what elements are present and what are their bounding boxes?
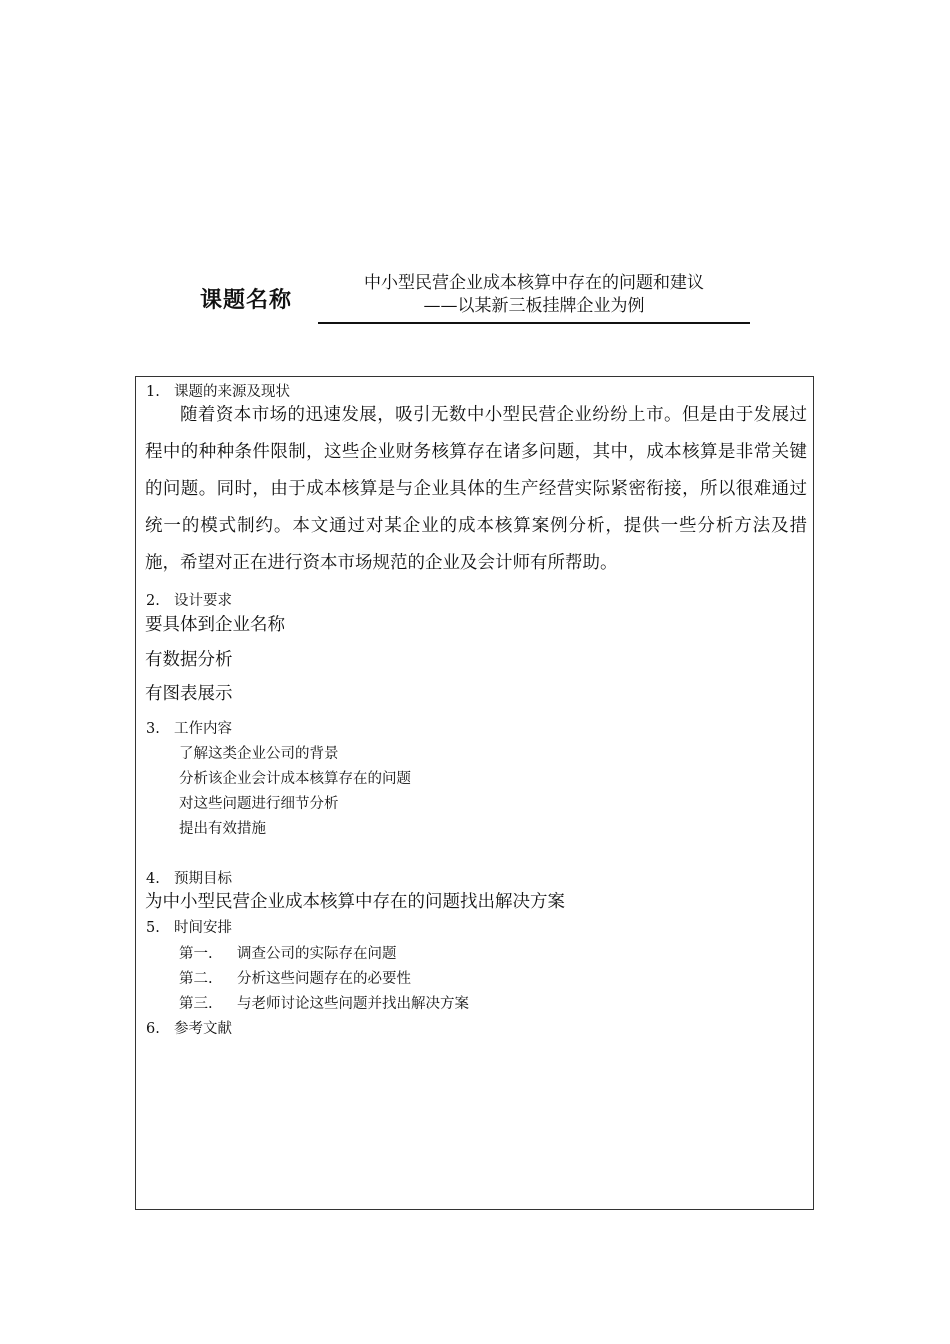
section-4-number: 4.: [146, 871, 160, 887]
section-1-paragraph: 随着资本市场的迅速发展，吸引无数中小型民营企业纷纷上市。但是由于发展过程中的种种条件限制，这些企业财务核算存在诸多问题，其中，成本核算是非常关键的问题。同时，由于成本核算是与企业具体的生产经营实际紧密衔接，所以很难通过统一的模式制约。本文通过对某企业的成本核算案例分析，提供一些分析方法及措施，希望对正在进行资本市场规范的企业及会计师有所帮助。: [145, 405, 807, 573]
schedule-item-label: 第一.: [179, 946, 213, 962]
section-5-number: 5.: [146, 920, 160, 936]
expected-goal-text: 为中小型民营企业成本核算中存在的问题找出解决方案: [145, 892, 565, 912]
schedule-item: [179, 992, 469, 1013]
schedule-item-label: 第二.: [179, 971, 213, 987]
title-underline: [318, 322, 750, 324]
schedule-item-text: 分析这些问题存在的必要性: [237, 971, 411, 987]
section-2-heading: [146, 589, 232, 610]
work-item: 提出有效措施: [179, 821, 266, 837]
section-2-title: 设计要求: [174, 593, 232, 609]
schedule-item: [179, 942, 397, 963]
work-item: 了解这类企业公司的背景: [179, 746, 339, 762]
section-5-title: 时间安排: [174, 920, 232, 936]
section-5-heading: [146, 916, 232, 937]
topic-title-line1: 中小型民营企业成本核算中存在的问题和建议: [364, 273, 704, 293]
schedule-item-text: 调查公司的实际存在问题: [237, 946, 397, 962]
schedule-item-text: 与老师讨论这些问题并找出解决方案: [237, 996, 469, 1012]
section-2-number: 2.: [146, 593, 160, 609]
schedule-item: [179, 967, 411, 988]
section-1-title: 课题的来源及现状: [174, 384, 290, 400]
topic-title-line2: ——以某新三板挂牌企业为例: [423, 296, 645, 316]
section-6-heading: [146, 1017, 232, 1038]
schedule-item-label: 第三.: [179, 996, 213, 1012]
requirement-item: 有图表展示: [145, 684, 233, 704]
section-4-title: 预期目标: [174, 871, 232, 887]
topic-title: [318, 272, 750, 318]
section-6-number: 6.: [146, 1021, 160, 1037]
requirement-item: 有数据分析: [145, 650, 233, 670]
section-3-heading: [146, 717, 232, 738]
topic-label: 课题名称: [200, 288, 293, 313]
content-frame: [135, 376, 814, 1210]
section-4-heading: [146, 867, 232, 888]
section-3-number: 3.: [146, 721, 160, 737]
section-3-title: 工作内容: [174, 721, 232, 737]
requirement-item: 要具体到企业名称: [145, 615, 285, 635]
section-1-number: 1.: [146, 384, 160, 400]
section-6-title: 参考文献: [174, 1021, 232, 1037]
work-item: 分析该企业会计成本核算存在的问题: [179, 771, 411, 787]
work-item: 对这些问题进行细节分析: [179, 796, 339, 812]
